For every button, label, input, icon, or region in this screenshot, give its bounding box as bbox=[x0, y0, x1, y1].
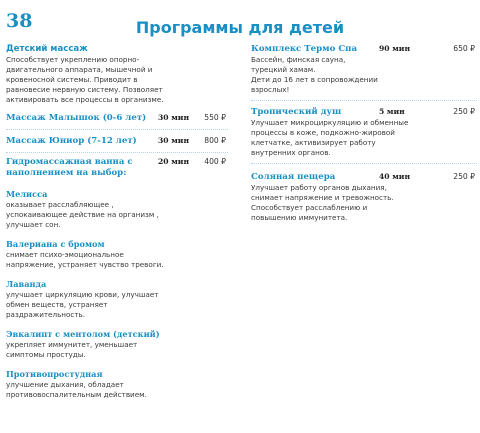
filling-title: Эвкалипт с ментолом (детский) bbox=[6, 329, 160, 339]
service-desc-line: Улучшает работу органов дыхания, bbox=[251, 183, 387, 192]
divider bbox=[251, 163, 477, 164]
filling-item bbox=[6, 239, 228, 270]
service-duration: 90 мин bbox=[379, 44, 410, 53]
service-name: Соляная пещера bbox=[251, 172, 336, 182]
divider bbox=[6, 129, 228, 130]
filling-item bbox=[6, 329, 228, 360]
filling-title: Мелисса bbox=[6, 189, 48, 199]
massage-desc-line: активировать все процессы в организме. bbox=[6, 95, 164, 104]
filling-title: Лаванда bbox=[6, 279, 47, 289]
service-desc-line: клетчатке, активизирует работу bbox=[251, 138, 376, 147]
filling-item bbox=[6, 369, 228, 400]
service-name: Массаж Юниор (7-12 лет) bbox=[6, 136, 137, 146]
service-desc-line: Бассейн, финская сауна, bbox=[251, 55, 346, 64]
service-price: 650 ₽ bbox=[453, 44, 475, 53]
service-description bbox=[251, 183, 477, 223]
service-row-thermo-spa bbox=[251, 44, 477, 55]
service-duration: 5 мин bbox=[379, 107, 405, 116]
service-desc-line: турецкий хамам. bbox=[251, 65, 316, 74]
bath-title-line: Гидромассажная ванна с bbox=[6, 157, 133, 167]
filling-description bbox=[6, 290, 228, 320]
right-column bbox=[251, 44, 477, 223]
service-description bbox=[251, 118, 477, 158]
service-desc-line: снимает напряжение и тревожность. bbox=[251, 193, 394, 202]
service-desc-line: Улучшает микроциркуляцию и обменные bbox=[251, 118, 409, 127]
service-name: Комплекс Термо Спа bbox=[251, 44, 358, 54]
service-desc-line: процессы в коже, подкожно-жировой bbox=[251, 128, 395, 137]
service-duration: 30 мин bbox=[158, 136, 189, 145]
filling-item bbox=[6, 279, 228, 320]
filling-desc-line: обмен веществ, устраняет bbox=[6, 300, 108, 309]
filling-description bbox=[6, 340, 228, 360]
service-duration: 40 мин bbox=[379, 172, 410, 181]
filling-description bbox=[6, 200, 228, 230]
massage-desc-line: равновесие нервную систему. Позволяет bbox=[6, 85, 163, 94]
service-price: 550 ₽ bbox=[204, 113, 226, 122]
service-price: 250 ₽ bbox=[453, 172, 475, 181]
service-desc-line: внутренних органов. bbox=[251, 148, 331, 157]
filling-desc-line: улучшает циркуляцию крови, улучшает bbox=[6, 290, 159, 299]
massage-desc-line: кровеносной системы. Приводит в bbox=[6, 75, 138, 84]
service-name: Массаж Малышок (0-6 лет) bbox=[6, 113, 147, 123]
service-row-malyshok bbox=[6, 113, 228, 124]
service-price: 800 ₽ bbox=[204, 136, 226, 145]
filling-desc-line: симптомы простуды. bbox=[6, 350, 86, 359]
service-row-junior bbox=[6, 136, 228, 147]
left-column bbox=[6, 44, 228, 400]
service-desc-line: повышению иммунитета. bbox=[251, 213, 348, 222]
filling-desc-line: оказывает расслабляющее , bbox=[6, 200, 114, 209]
filling-desc-line: напряжение, устраняет чувство тревоги. bbox=[6, 260, 164, 269]
filling-item bbox=[6, 189, 228, 230]
page-title: Программы для детей bbox=[135, 18, 345, 37]
filling-title: Противопростудная bbox=[6, 369, 103, 379]
service-price: 250 ₽ bbox=[453, 107, 475, 116]
divider bbox=[6, 152, 228, 153]
service-duration: 30 мин bbox=[158, 113, 189, 122]
service-description bbox=[251, 55, 477, 95]
service-price: 400 ₽ bbox=[204, 157, 226, 166]
divider bbox=[251, 100, 477, 101]
service-name: Тропический душ bbox=[251, 107, 342, 117]
massage-desc-line: двигательного аппарата, мышечной и bbox=[6, 65, 153, 74]
filling-description bbox=[6, 250, 228, 270]
filling-desc-line: раздражительность. bbox=[6, 310, 86, 319]
filling-description bbox=[6, 380, 228, 400]
filling-desc-line: снимает психо-эмоциональное bbox=[6, 250, 124, 259]
massage-title: Детский массаж bbox=[6, 44, 88, 54]
bath-title bbox=[6, 157, 228, 179]
filling-desc-line: противовоспалительным действием. bbox=[6, 390, 147, 399]
filling-desc-line: улучшение дыхания, обладает bbox=[6, 380, 124, 389]
service-row-salt-cave bbox=[251, 172, 477, 183]
service-desc-line: Дети до 16 лет в сопровождении bbox=[251, 75, 378, 84]
filling-title: Валериана с бромом bbox=[6, 239, 105, 249]
filling-desc-line: улучшает сон. bbox=[6, 220, 61, 229]
service-row-bath bbox=[6, 157, 228, 179]
filling-desc-line: укрепляет иммунитет, уменьшает bbox=[6, 340, 138, 349]
service-duration: 20 мин bbox=[158, 157, 189, 166]
bath-title-line: наполнением на выбор: bbox=[6, 168, 127, 178]
filling-desc-line: успокаивающее действие на организм , bbox=[6, 210, 159, 219]
service-desc-line: Способствует расслаблению и bbox=[251, 203, 368, 212]
service-row-tropical-shower bbox=[251, 107, 477, 118]
service-desc-line: взрослых! bbox=[251, 85, 290, 94]
massage-description bbox=[6, 55, 228, 105]
page-number: 38 bbox=[6, 10, 33, 32]
massage-section bbox=[6, 44, 228, 105]
massage-desc-line: Способствует укреплению опорно- bbox=[6, 55, 140, 64]
